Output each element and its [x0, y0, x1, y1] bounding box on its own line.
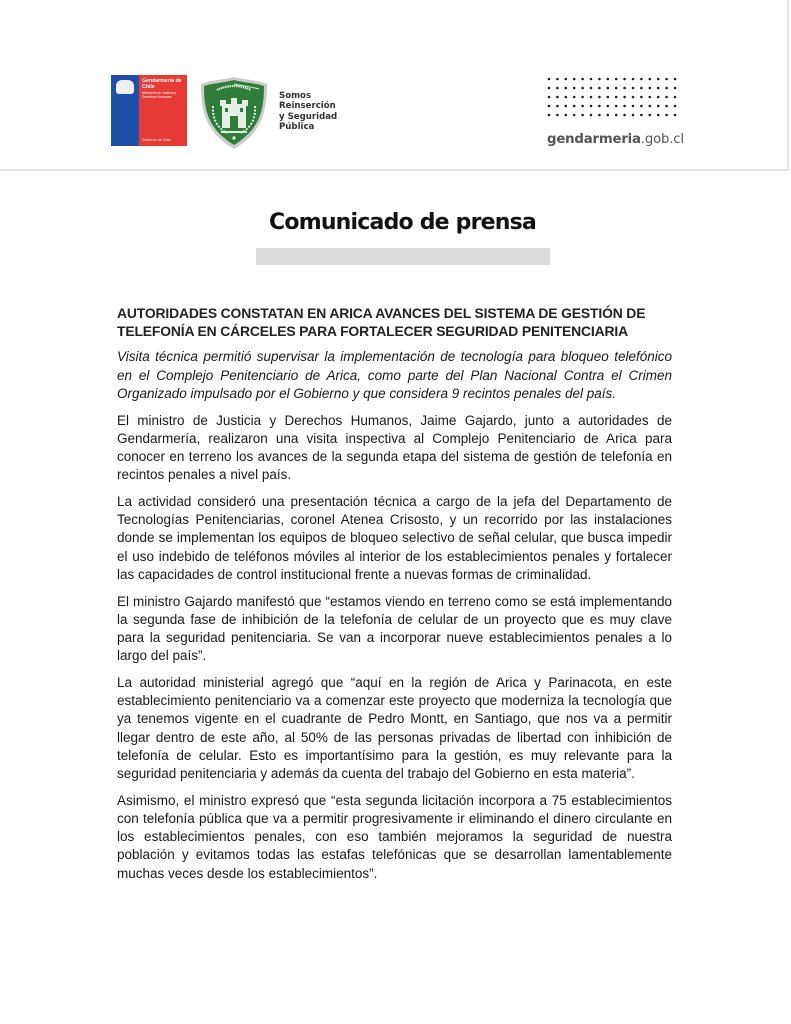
grid-dot: [623, 105, 626, 108]
body-paragraph: El ministro de Justicia y Derechos Humanos, Jaime Gajardo, junto a autoridades de Gendarmería, realizaron una visita inspectiva al Complejo Penitenciario de Arica para conocer en terreno los avances de la segunda etapa del sistema de gestión de telefonía en recintos penales a nivel país.: [117, 412, 672, 483]
logo-ministry-name: Ministerio de Justicia y Derechos Humanos: [142, 91, 177, 100]
gobierno-de-chile-logo: [111, 75, 187, 146]
grid-dot: [607, 87, 610, 90]
grid-dot: [565, 96, 568, 99]
grid-dot: [632, 78, 635, 81]
grid-dot: [632, 96, 635, 99]
grid-dot: [649, 87, 652, 90]
grid-dot: [657, 78, 660, 81]
grid-dot: [640, 114, 643, 117]
grid-dot: [640, 78, 643, 81]
grid-dot: [598, 96, 601, 99]
grid-dot: [665, 87, 668, 90]
lead-paragraph: Visita técnica permitió supervisar la implementación de tecnología para bloqueo telefónico en el Complejo Penitenciario de Arica, como parte del Plan Nacional Contra el Crimen Organizado impulsado por el Gobierno y que considera 9 recintos penales del país.: [117, 349, 672, 401]
grid-dot: [573, 96, 576, 99]
grid-dot: [556, 78, 559, 81]
grid-dot: [573, 87, 576, 90]
grid-dot: [548, 114, 551, 117]
grid-dot: [632, 105, 635, 108]
page-title: Comunicado de prensa: [269, 210, 536, 235]
logo-institution-name: Gendarmería de Chile: [142, 78, 182, 90]
grid-dot: [565, 105, 568, 108]
grid-dot: [615, 78, 618, 81]
grid-dot: [573, 114, 576, 117]
tagline-line: y Seguridad: [279, 111, 338, 122]
grid-dot: [649, 96, 652, 99]
gendarmeria-badge-icon: [199, 76, 269, 150]
grid-dot: [565, 114, 568, 117]
grid-dot: [590, 78, 593, 81]
grid-dot: [665, 114, 668, 117]
logo-government-label: Gobierno de Chile: [142, 138, 171, 142]
grid-dot: [565, 78, 568, 81]
grid-dot: [598, 114, 601, 117]
grid-dot: [581, 87, 584, 90]
grid-dot: [581, 96, 584, 99]
grid-dot: [565, 87, 568, 90]
grid-dot: [665, 78, 668, 81]
grid-dot: [674, 96, 677, 99]
grid-dot: [607, 114, 610, 117]
grid-dot: [607, 78, 610, 81]
grid-dot: [615, 105, 618, 108]
grid-dot: [590, 87, 593, 90]
grid-dot: [657, 87, 660, 90]
body-paragraph: El ministro Gajardo manifestó que “estamos viendo en terreno como se está implementando la segunda fase de inhibición de la telefonía de celular de un proyecto que es muy clave para la seguridad penitenciaria. Se van a incorporar nueve establecimientos penales a lo largo del país”.: [117, 593, 672, 664]
grid-dot: [649, 105, 652, 108]
grid-dot: [598, 87, 601, 90]
grid-dot: [657, 96, 660, 99]
grid-dot: [615, 96, 618, 99]
website-domain-suffix: .gob.cl: [640, 132, 684, 147]
dot-grid-decoration: [546, 76, 682, 118]
grid-dot: [623, 78, 626, 81]
grid-dot: [674, 78, 677, 81]
grid-dot: [548, 87, 551, 90]
grid-dot: [607, 105, 610, 108]
grid-dot: [615, 87, 618, 90]
grid-dot: [548, 78, 551, 81]
body-paragraph: La actividad consideró una presentación técnica a cargo de la jefa del Departamento de Tecnologías Penitenciarias, coronel Atenea Crisosto, y un recorrido por las instalaciones donde se implementan los equipos de bloqueo selectivo de señal celular, que busca impedir el uso indebido de teléfonos móviles al interior de los establecimientos penales y fortalecer las capacidades de control institucional frente a nuevas formas de criminalidad.: [117, 494, 672, 582]
grid-dot: [674, 105, 677, 108]
grid-dot: [581, 114, 584, 117]
website-url: [547, 132, 684, 147]
grid-dot: [615, 114, 618, 117]
body-paragraph: La autoridad ministerial agregó que “aquí en la región de Arica y Parinacota, en este establecimiento penitenciario va a comenzar este proyecto que moderniza la tecnología que ya tenemos vigente en el cuadrante de Pedro Montt, en Santiago, que nos va a permitir llegar dentro de este año, al 50% de las personas privadas de libertad con inhibición de telefonía de celular. Esto es importantísimo para la gestión, es muy relevante para la seguridad penitenciaria y además da cuenta del trabajo del Gobierno en esta materia”.: [117, 675, 672, 782]
logo-blue-panel: [111, 75, 139, 146]
grid-dot: [665, 105, 668, 108]
grid-dot: [556, 105, 559, 108]
grid-dot: [581, 78, 584, 81]
grid-dot: [674, 87, 677, 90]
grid-dot: [623, 96, 626, 99]
grid-dot: [674, 114, 677, 117]
grid-dot: [649, 78, 652, 81]
tagline: [279, 91, 337, 133]
grid-dot: [640, 105, 643, 108]
letterhead: [0, 0, 789, 171]
title-underline-bar: [256, 248, 550, 265]
grid-dot: [640, 87, 643, 90]
grid-dot: [590, 114, 593, 117]
grid-dot: [590, 105, 593, 108]
grid-dot: [556, 87, 559, 90]
logo-red-panel: [139, 75, 187, 146]
grid-dot: [607, 96, 610, 99]
grid-dot: [623, 114, 626, 117]
grid-dot: [590, 96, 593, 99]
tagline-line: Pública: [279, 122, 315, 133]
grid-dot: [581, 105, 584, 108]
grid-dot: [556, 96, 559, 99]
grid-dot: [640, 96, 643, 99]
grid-dot: [598, 78, 601, 81]
grid-dot: [598, 105, 601, 108]
grid-dot: [548, 105, 551, 108]
tagline-line: Reinserción: [279, 101, 336, 112]
grid-dot: [657, 105, 660, 108]
grid-dot: [548, 96, 551, 99]
tagline-line: Somos: [279, 91, 312, 101]
body-paragraph: Asimismo, el ministro expresó que “esta segunda licitación incorpora a 75 establecimientos con telefonía pública que va a permitir progresivamente ir eliminando el dinero circulante en los establecimientos penales, con eso también mejoramos la seguridad de nuestra población y evitamos todas las estafas telefónicas que se desarrollan lamentablemente muchas veces desde los establecimientos”.: [117, 792, 672, 881]
headline: AUTORIDADES CONSTATAN EN ARICA AVANCES DEL SISTEMA DE GESTIÓN DE TELEFONÍA EN CÁRCELES PARA FORTALECER SEGURIDAD PENITENCIARIA: [117, 305, 646, 340]
grid-dot: [556, 114, 559, 117]
grid-dot: [632, 87, 635, 90]
coat-of-arms-icon: [116, 80, 134, 94]
grid-dot: [649, 114, 652, 117]
grid-dot: [573, 78, 576, 81]
press-release-body: [117, 304, 672, 891]
grid-dot: [623, 87, 626, 90]
grid-dot: [573, 105, 576, 108]
grid-dot: [657, 114, 660, 117]
grid-dot: [665, 96, 668, 99]
website-domain-bold: gendarmeria: [547, 132, 641, 147]
grid-dot: [632, 114, 635, 117]
